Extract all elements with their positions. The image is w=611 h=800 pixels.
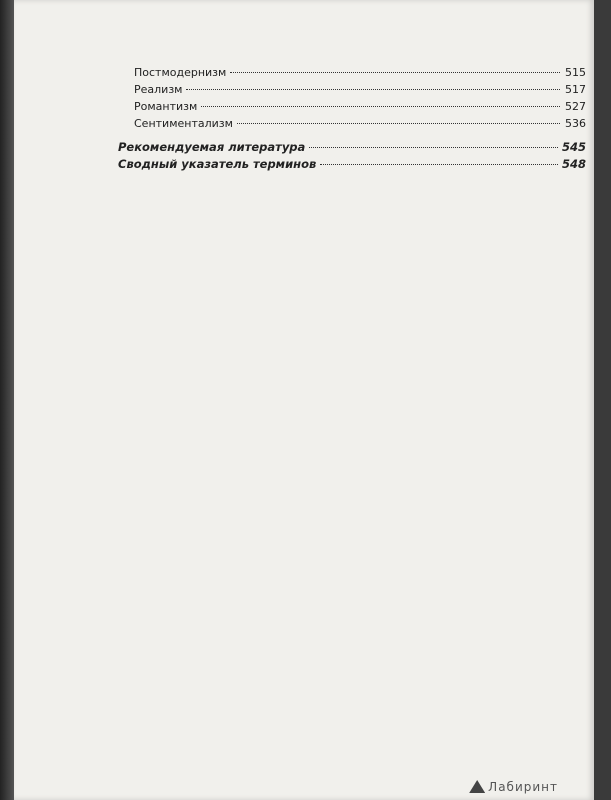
toc-entry-page: 527	[565, 100, 586, 113]
toc-entry-page: 517	[565, 83, 586, 96]
toc-entry-label: Рекомендуемая литература	[118, 140, 306, 154]
toc-entry-postmodernism	[118, 64, 586, 81]
watermark-text: Лабиринт	[488, 780, 558, 794]
watermark	[469, 780, 558, 794]
toc-entry-label: Постмодернизм	[134, 66, 227, 79]
toc-entry-sentimentalism	[118, 115, 586, 132]
dot-leader	[186, 89, 560, 90]
toc-entry-label: Сводный указатель терминов	[118, 157, 317, 171]
bleed-through-text	[84, 175, 584, 775]
dot-leader	[320, 164, 558, 165]
labirint-logo-icon	[469, 780, 485, 793]
dot-leader	[230, 72, 560, 73]
toc-entry-romanticism	[118, 98, 586, 115]
dot-leader	[309, 147, 558, 148]
toc-entry-label: Романтизм	[134, 100, 198, 113]
book-spine-shadow	[0, 0, 14, 800]
book-page	[14, 0, 594, 800]
toc-entry-page: 545	[561, 140, 586, 154]
toc-entry-page: 548	[561, 157, 586, 171]
toc-entry-page: 536	[565, 117, 586, 130]
toc-entry-term-index	[118, 156, 586, 173]
toc-entry-label: Реализм	[134, 83, 183, 96]
toc-entry-recommended-literature	[118, 139, 586, 156]
table-of-contents	[118, 64, 586, 173]
dot-leader	[201, 106, 560, 107]
toc-entry-page: 515	[565, 66, 586, 79]
toc-entry-realism	[118, 81, 586, 98]
dot-leader	[237, 123, 560, 124]
toc-entry-label: Сентиментализм	[134, 117, 233, 130]
